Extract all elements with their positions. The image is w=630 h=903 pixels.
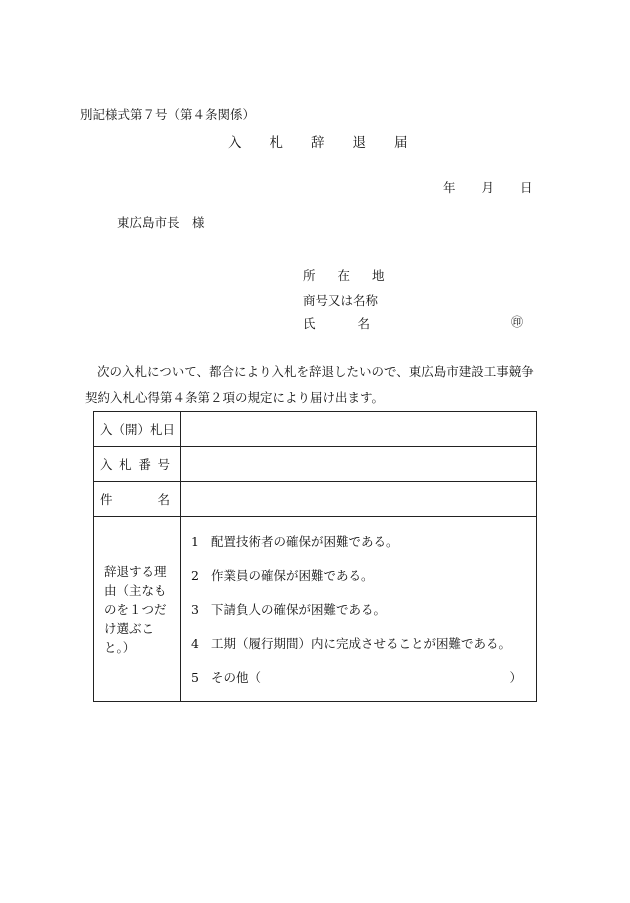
seal-mark: ㊞ (511, 315, 524, 329)
location-char: 所 (303, 268, 316, 283)
sender-name-label (303, 314, 370, 332)
title-char: 入 (228, 135, 242, 151)
bid-date-label: 入（開）札日 (94, 412, 181, 447)
reason-option-2[interactable] (191, 558, 536, 592)
location-char: 在 (337, 268, 351, 283)
reason-text: 工期（履行期間）内に完成させることが困難である。 (211, 636, 512, 651)
date-day: 日 (520, 180, 533, 195)
document-title (228, 131, 408, 151)
name-char: 氏 (303, 316, 316, 331)
reason-number: 5 (191, 669, 199, 685)
sender-company-label: 商号又は名称 (303, 293, 379, 308)
form-number: 別記様式第７号（第４条関係） (80, 107, 256, 122)
body-text: 次の入札について、都合により入札を辞退したいので、東広島市建設工事競争契約入札心得第４条第２項の規定により届け出ます。 (85, 364, 534, 405)
reason-label: 辞退する理由（主なものを１つだけ選ぶこと。） (104, 563, 167, 655)
reason-label-cell (94, 517, 181, 702)
label-char: 号 (157, 457, 170, 472)
reason-number: 1 (191, 533, 199, 549)
addressee: 東広島市長 様 (117, 215, 205, 230)
other-close-paren: ） (509, 670, 522, 685)
reason-number: 2 (191, 567, 199, 583)
bid-number-label (94, 447, 181, 482)
name-char: 名 (357, 316, 371, 331)
title-char: 退 (352, 135, 366, 151)
table-row (94, 517, 537, 702)
reason-text: 作業員の確保が困難である。 (211, 568, 374, 583)
title-char: 辞 (311, 135, 325, 151)
reason-number: 3 (191, 601, 199, 617)
bid-date-field[interactable] (181, 412, 537, 447)
table-row (94, 482, 537, 517)
title-char: 届 (394, 135, 408, 151)
reasons-cell (181, 517, 537, 702)
reason-option-3[interactable] (191, 592, 536, 626)
location-char: 地 (372, 268, 385, 283)
reason-text: 下請負人の確保が困難である。 (211, 602, 387, 617)
label-char: 番 (138, 457, 151, 472)
label-char: 件 (100, 492, 113, 507)
table-row (94, 447, 537, 482)
subject-field[interactable] (181, 482, 537, 517)
label-char: 名 (157, 492, 170, 507)
date-year: 年 (443, 180, 456, 195)
reason-option-5[interactable] (191, 660, 536, 694)
sender-location-label (303, 266, 385, 284)
reason-text: その他（ (211, 670, 262, 685)
table-row (94, 412, 537, 447)
reason-number: 4 (191, 635, 199, 651)
withdrawal-form-table (93, 411, 537, 702)
label-char: 入 (100, 457, 113, 472)
date-line (443, 178, 533, 196)
reason-option-1[interactable] (191, 524, 536, 558)
bid-number-field[interactable] (181, 447, 537, 482)
subject-label (94, 482, 181, 517)
reason-text: 配置技術者の確保が困難である。 (211, 534, 399, 549)
date-month: 月 (481, 180, 495, 195)
title-char: 札 (269, 135, 283, 151)
reason-option-4[interactable] (191, 626, 536, 660)
label-char: 札 (119, 457, 132, 472)
